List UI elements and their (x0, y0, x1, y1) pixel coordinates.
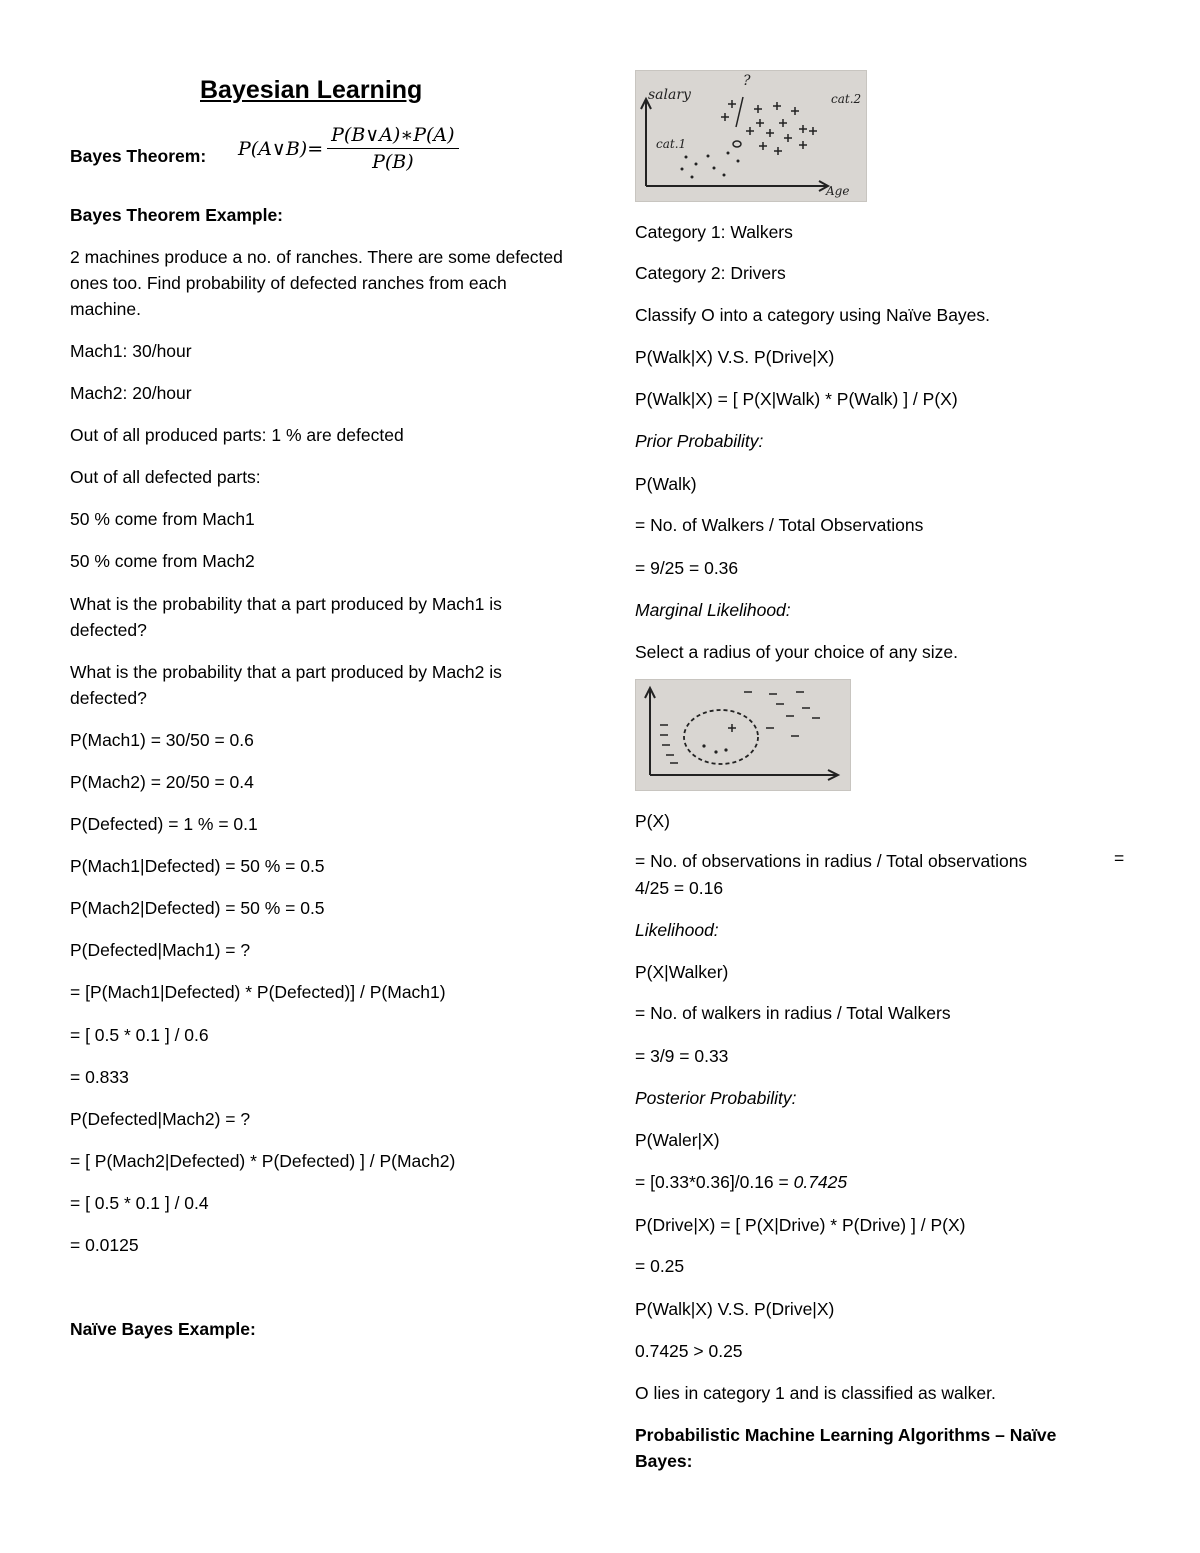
bayes-theorem-label: Bayes Theorem: (70, 146, 207, 166)
posterior-result: 0.7425 (793, 1172, 848, 1192)
formula-numerator: P(B∨A)∗P(A) (327, 124, 458, 149)
p-waler-given-x: P(Waler|X) (635, 1130, 720, 1150)
sketch-cat2-label: cat.2 (831, 92, 862, 106)
scatter-sketch-image (635, 70, 867, 202)
defected-parts: Out of all defected parts: (70, 467, 261, 487)
mach1-rate: Mach1: 30/hour (70, 341, 192, 361)
p-walk: P(Walk) (635, 474, 697, 494)
bayes-formula (238, 124, 459, 173)
defected-all: Out of all produced parts: 1 % are defected (70, 425, 404, 445)
marginal-heading: Marginal Likelihood: (635, 600, 791, 620)
from-mach1: 50 % come from Mach1 (70, 509, 255, 529)
page-title: Bayesian Learning (200, 76, 423, 104)
algorithms-heading: Probabilistic Machine Learning Algorithms – Naïve Bayes: (635, 1425, 1057, 1471)
posterior-value (635, 1169, 847, 1195)
p-defected-given-mach1: P(Defected|Mach1) = ? (70, 940, 251, 960)
p-mach1-given-defected: P(Mach1|Defected) = 50 % = 0.5 (70, 856, 325, 876)
from-mach2: 50 % come from Mach2 (70, 551, 255, 571)
px-equals: = (1114, 848, 1125, 868)
p-defected-given-mach2: P(Defected|Mach2) = ? (70, 1109, 251, 1129)
posterior-heading: Posterior Probability: (635, 1088, 797, 1108)
p-x-given-walker: P(X|Walker) (635, 962, 729, 982)
walk-definition: = No. of Walkers / Total Observations (635, 515, 924, 535)
px-definition: = No. of observations in radius / Total observations (635, 851, 1028, 871)
calc2-formula: = [ P(Mach2|Defected) * P(Defected) ] / P(Mach2) (70, 1151, 456, 1171)
p-x: P(X) (635, 811, 670, 831)
p-defected: P(Defected) = 1 % = 0.1 (70, 814, 258, 834)
question-2: What is the probability that a part produced by Mach2 is defected? (70, 662, 502, 708)
walk-value: = 9/25 = 0.36 (635, 558, 739, 578)
compare-walk-drive-2: P(Walk|X) V.S. P(Drive|X) (635, 1299, 835, 1319)
likelihood-value: = 3/9 = 0.33 (635, 1046, 729, 1066)
compare-walk-drive: P(Walk|X) V.S. P(Drive|X) (635, 347, 835, 367)
sketch-cat1-label: cat.1 (656, 137, 687, 151)
formula-fraction (327, 124, 458, 173)
category-2: Category 2: Drivers (635, 263, 786, 283)
comparison-result: 0.7425 > 0.25 (635, 1341, 743, 1361)
p-mach2-given-defected: P(Mach2|Defected) = 50 % = 0.5 (70, 898, 325, 918)
prior-heading: Prior Probability: (635, 431, 764, 451)
walk-formula: P(Walk|X) = [ P(X|Walk) * P(Walk) ] / P(X) (635, 389, 958, 409)
likelihood-heading: Likelihood: (635, 920, 719, 940)
sketch-question-label: ? (743, 73, 751, 89)
conclusion: O lies in category 1 and is classified as walker. (635, 1383, 996, 1403)
calc1-formula: = [P(Mach1|Defected) * P(Defected)] / P(Mach1) (70, 982, 446, 1002)
drive-value: = 0.25 (635, 1256, 685, 1276)
classify-instruction: Classify O into a category using Naïve Bayes. (635, 305, 991, 325)
mach2-rate: Mach2: 20/hour (70, 383, 192, 403)
px-value: 4/25 = 0.16 (635, 878, 724, 898)
p-mach1: P(Mach1) = 30/50 = 0.6 (70, 730, 254, 750)
calc2-substitution: = [ 0.5 * 0.1 ] / 0.4 (70, 1193, 209, 1213)
formula-denominator: P(B) (372, 151, 414, 173)
question-1: What is the probability that a part produced by Mach1 is defected? (70, 594, 502, 640)
sketch-y-label: salary (648, 87, 691, 103)
posterior-calc: = [0.33*0.36]/0.16 = (635, 1172, 794, 1192)
radius-instruction: Select a radius of your choice of any size. (635, 642, 958, 662)
likelihood-definition: = No. of walkers in radius / Total Walkers (635, 1003, 951, 1023)
example-heading: Bayes Theorem Example: (70, 205, 284, 225)
drive-formula: P(Drive|X) = [ P(X|Drive) * P(Drive) ] / P(X) (635, 1215, 966, 1235)
naive-bayes-heading: Naïve Bayes Example: (70, 1319, 256, 1339)
intro-paragraph: 2 machines produce a no. of ranches. There are some defected ones too. Find probability of defected ranches from each machine. (70, 247, 563, 319)
sketch-x-label: Age (826, 184, 850, 198)
calc1-substitution: = [ 0.5 * 0.1 ] / 0.6 (70, 1025, 209, 1045)
formula-lhs: P(A∨B)= (238, 137, 324, 160)
calc2-result: = 0.0125 (70, 1235, 139, 1255)
calc1-result: = 0.833 (70, 1067, 129, 1087)
category-1: Category 1: Walkers (635, 222, 793, 242)
radius-sketch-image (635, 679, 851, 791)
p-mach2: P(Mach2) = 20/50 = 0.4 (70, 772, 254, 792)
